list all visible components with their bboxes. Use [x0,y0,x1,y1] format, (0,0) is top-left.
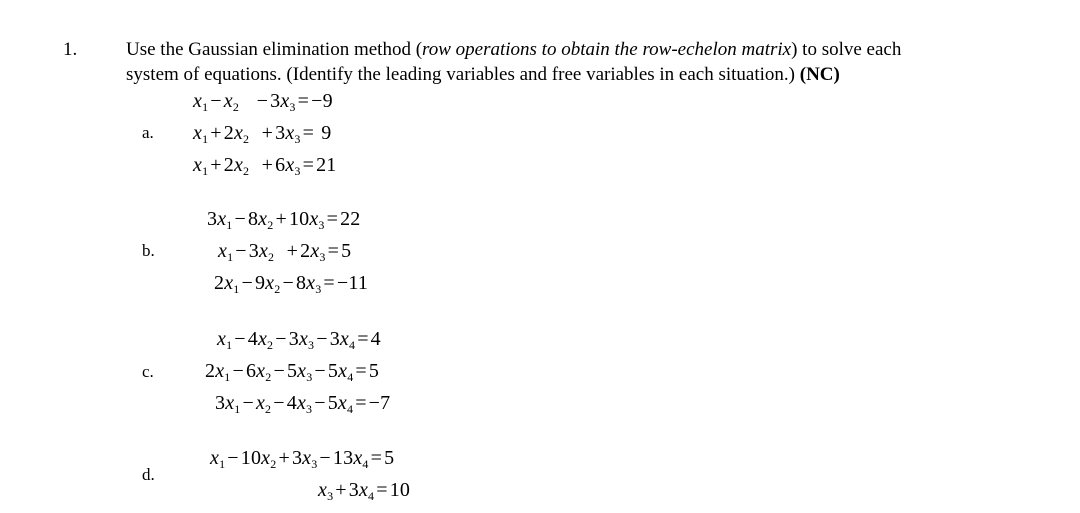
system-d-equation-2: $x_3 + 3x_4 = 10$ [318,479,411,503]
system-c-equation-3: $3x_1 - x_2 - 4x_3 - 5x_4 = -7$ [215,392,391,416]
prompt-text-c: system of equations. (Identify the leading variables and free variables in each situation.) [126,64,800,85]
prompt-text-a: Use the Gaussian elimination method ( [126,39,423,60]
system-a-label: a. [142,123,154,142]
system-b-equation-2: $x_1 - 3x_2 + 2x_3 = 5$ [218,240,352,264]
system-d-label: d. [142,465,155,484]
system-b-equation-3: $2x_1 - 9x_2 - 8x_3 = -11$ [214,272,369,296]
prompt-text-b: ) to solve each [791,39,902,60]
problem-prompt-line-2 [126,64,840,86]
system-c-equation-1: $x_1 - 4x_2 - 3x_3 - 3x_4 = 4$ [217,328,381,352]
system-b-equation-1: $3x_1 - 8x_2 + 10x_3 = 22$ [207,208,361,232]
system-a-equation-2: $x_1 + 2x_2 + 3x_3 = 9$ [193,122,332,146]
system-a-equation-1: $x_1 - x_2$ − $3x_3 = -9$ [193,90,333,114]
system-c-equation-2: $2x_1 - 6x_2 - 5x_3 - 5x_4 = 5$ [205,360,380,384]
problem-prompt-line-1 [126,39,901,61]
prompt-tag-nc: (NC) [799,64,840,85]
prompt-italic-text: row operations to obtain the row-echelon matrix [422,39,792,60]
problem-number: 1. [63,39,78,60]
system-d-equation-1: $x_1 - 10x_2 + 3x_3 - 13x_4 = 5$ [210,447,395,471]
system-a-equation-3: $x_1 + 2x_2 + 6x_3 = 21$ [193,154,337,178]
system-c-label: c. [142,362,154,381]
system-b-label: b. [142,241,155,260]
